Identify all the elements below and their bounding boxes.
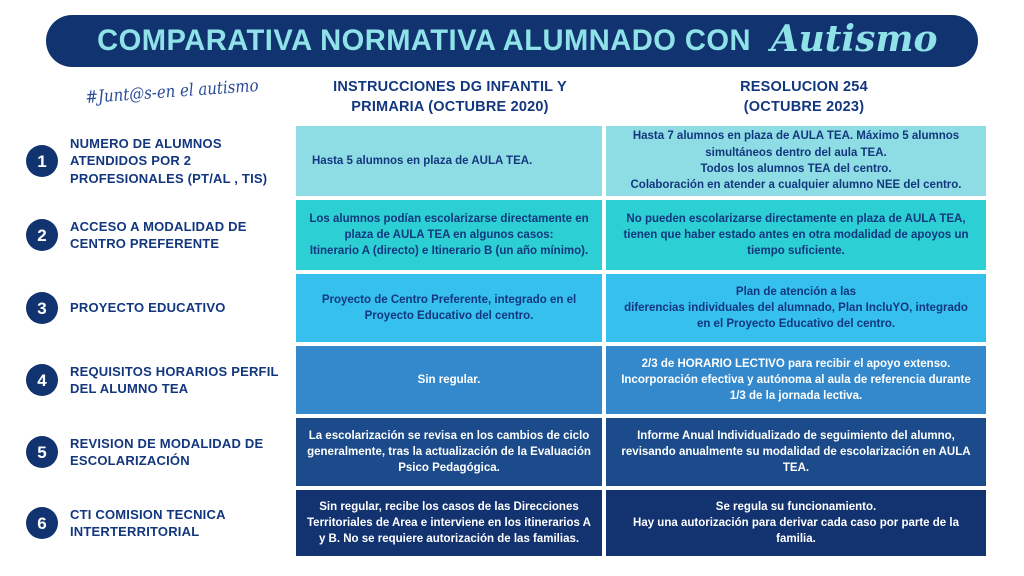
table-row <box>0 346 1024 414</box>
row-title: ACCESO A MODALIDAD DE CENTRO PREFERENTE <box>70 218 247 251</box>
row-title: NUMERO DE ALUMNOS ATENDIDOS POR 2 PROFESIONALES (PT/AL , TIS) <box>70 136 268 186</box>
column-headers <box>0 75 1024 122</box>
row-label <box>0 418 296 486</box>
cell-col2: Plan de atención a las diferencias individuales del alumnado, Plan IncluYO, integrado en el Proyecto Educativo del centro. <box>606 274 986 342</box>
row-title: CTI COMISION TECNICA INTERTERRITORIAL <box>70 506 226 539</box>
cell-col1: Hasta 5 alumnos en plaza de AULA TEA. <box>296 126 602 196</box>
row-title: REVISION DE MODALIDAD DE ESCOLARIZACIÓN <box>70 435 264 468</box>
cell-col2: No pueden escolarizarse directamente en plaza de AULA TEA, tienen que haber estado antes en otra modalidad de apoyos un tiempo suficiente. <box>606 200 986 270</box>
table-row <box>0 418 1024 486</box>
row-label <box>0 346 296 414</box>
cell-col2: Se regula su funcionamiento. Hay una autorización para derivar cada caso por parte de la familia. <box>606 490 986 556</box>
cell-col1: Sin regular, recibe los casos de las Direcciones Territoriales de Area e interviene en los itinerarios A y B. No se requiere autorización de las familias. <box>296 490 602 556</box>
column-header-resolucion-2023: RESOLUCION 254 (OCTUBRE 2023) <box>740 79 868 115</box>
cell-col2: 2/3 de HORARIO LECTIVO para recibir el apoyo extenso. Incorporación efectiva y autónoma al aula de referencia durante 1/3 de la jornada lectiva. <box>606 346 986 414</box>
title-banner <box>46 15 978 67</box>
row-number-badge: 3 <box>26 292 58 324</box>
row-number-badge: 4 <box>26 364 58 396</box>
table-row <box>0 200 1024 270</box>
row-label <box>0 490 296 556</box>
comparison-table <box>0 126 1024 560</box>
row-label <box>0 274 296 342</box>
row-number-badge: 5 <box>26 436 58 468</box>
row-title: PROYECTO EDUCATIVO <box>70 300 226 316</box>
cell-col2: Informe Anual Individualizado de seguimiento del alumno, revisando anualmente su modalidad de escolarización en AULA TEA. <box>606 418 986 486</box>
cell-col2: Hasta 7 alumnos en plaza de AULA TEA. Máximo 5 alumnos simultáneos dentro del aula TEA. Todos los alumnos TEA del centro. Colaboración en atender a cualquier alumno NEE del centro. <box>606 126 986 196</box>
row-title: REQUISITOS HORARIOS PERFIL DEL ALUMNO TEA <box>70 363 279 396</box>
cell-col1: Los alumnos podían escolarizarse directamente en plaza de AULA TEA en algunos casos: Itinerario A (directo) e Itinerario B (un año mínimo). <box>296 200 602 270</box>
row-label <box>0 200 296 270</box>
cell-col1: La escolarización se revisa en los cambios de ciclo generalmente, tras la actualización de la Evaluación Psico Pedagógica. <box>296 418 602 486</box>
column-header-instrucciones-2020: INSTRUCCIONES DG INFANTIL Y PRIMARIA (OCTUBRE 2020) <box>333 79 567 115</box>
table-row <box>0 126 1024 196</box>
table-row <box>0 274 1024 342</box>
cell-col1: Sin regular. <box>296 346 602 414</box>
page-title: COMPARATIVA NORMATIVA ALUMNADO CON <box>96 24 751 57</box>
cell-col1: Proyecto de Centro Preferente, integrado en el Proyecto Educativo del centro. <box>296 274 602 342</box>
row-number-badge: 1 <box>26 145 58 177</box>
row-number-badge: 2 <box>26 219 58 251</box>
row-number-badge: 6 <box>26 507 58 539</box>
row-label <box>0 126 296 196</box>
page-title-script-word: Autismo <box>770 18 938 60</box>
hashtag-signature: #Junt@s-en el autismo <box>84 75 260 109</box>
table-row <box>0 490 1024 556</box>
